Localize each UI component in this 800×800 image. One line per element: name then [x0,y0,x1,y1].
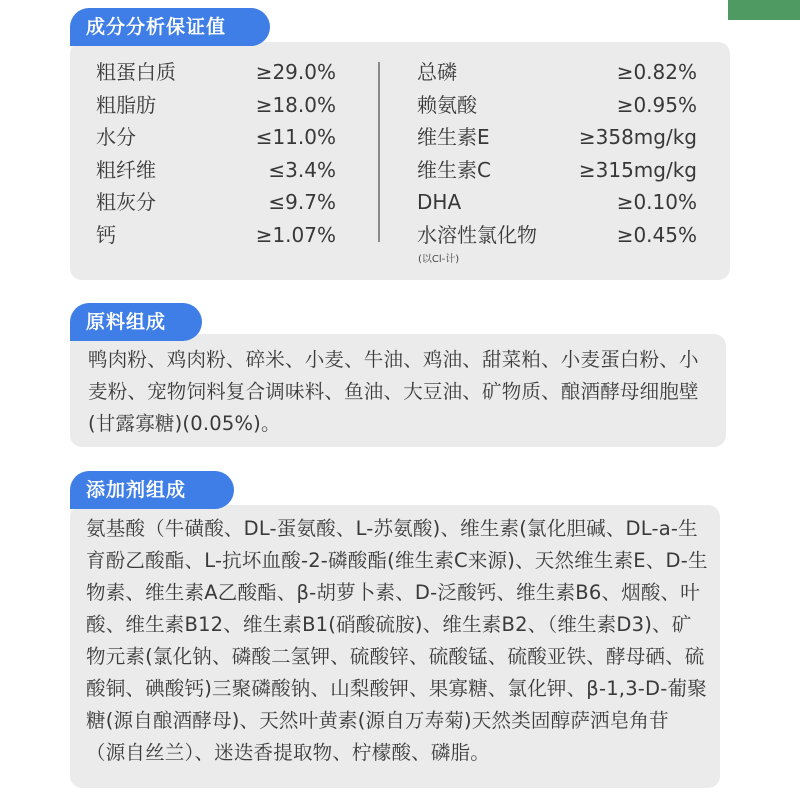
analysis-row: 粗蛋白质 ≥29.0% [96,60,336,84]
analysis-panel [70,42,730,280]
analysis-row: 水分 ≤11.0% [96,125,336,149]
top-right-accent [728,0,800,20]
analysis-note: (以Cl-计) [418,254,460,265]
analysis-row: 赖氨酸 ≥0.95% [417,92,697,117]
analysis-row: 钙 ≥1.07% [96,222,336,247]
ingredients-panel [70,334,726,447]
analysis-left-column [96,56,336,251]
analysis-right-column [417,56,697,251]
analysis-row: 粗纤维 ≤3.4% [96,157,336,182]
additives-panel [70,505,720,788]
additives-text: 氨基酸（牛磺酸、DL-蛋氨酸、L-苏氨酸)、维生素(氯化胆碱、DL-a-生育酚乙酸酯、L-抗坏血酸-2-磷酸酯(维生素C来源)、天然维生素E、D-生物素、维生素A乙酸酯、β-胡萝卜素、D-泛酸钙、维生素B6、烟酸、叶酸、维生素B12、维生素B1(硝酸硫胺)、维生素B2、（维生素D3)、矿物元素(氯化钠、磷酸二氢钾、硫酸锌、硫酸锰、硫酸亚铁、酵母硒、硫酸铜、碘酸钙)三聚磷酸钠、山梨酸钾、果寡糖、氯化钾、β-1,3-D-葡聚糖(源自酿酒酵母)、天然叶黄素(源自万寿菊)天然类固醇萨洒皂角苷（源自丝兰）、迷迭香提取物、柠檬酸、磷脂。 [86,517,708,764]
column-divider [378,62,380,242]
analysis-row: DHA ≥0.10% [417,190,697,214]
additives-title: 添加剂组成 [70,471,234,509]
analysis-row: 粗灰分 ≤9.7% [96,190,336,214]
analysis-title: 成分分析保证值 [70,8,270,46]
analysis-row: 维生素E ≥358mg/kg [417,125,697,149]
analysis-row: 粗脂肪 ≥18.0% [96,92,336,117]
analysis-row: 维生素C ≥315mg/kg [417,157,697,182]
ingredients-text: 鸭肉粉、鸡肉粉、碎米、小麦、牛油、鸡油、甜菜粕、小麦蛋白粉、小麦粉、宠物饲料复合调味料、鱼油、大豆油、矿物质、酿酒酵母细胞壁(甘露寡糖)(0.05%)。 [88,348,699,435]
analysis-row: 总磷 ≥0.82% [417,60,697,84]
ingredients-title: 原料组成 [70,303,202,341]
analysis-row: 水溶性氯化物 ≥0.45% [417,222,697,247]
